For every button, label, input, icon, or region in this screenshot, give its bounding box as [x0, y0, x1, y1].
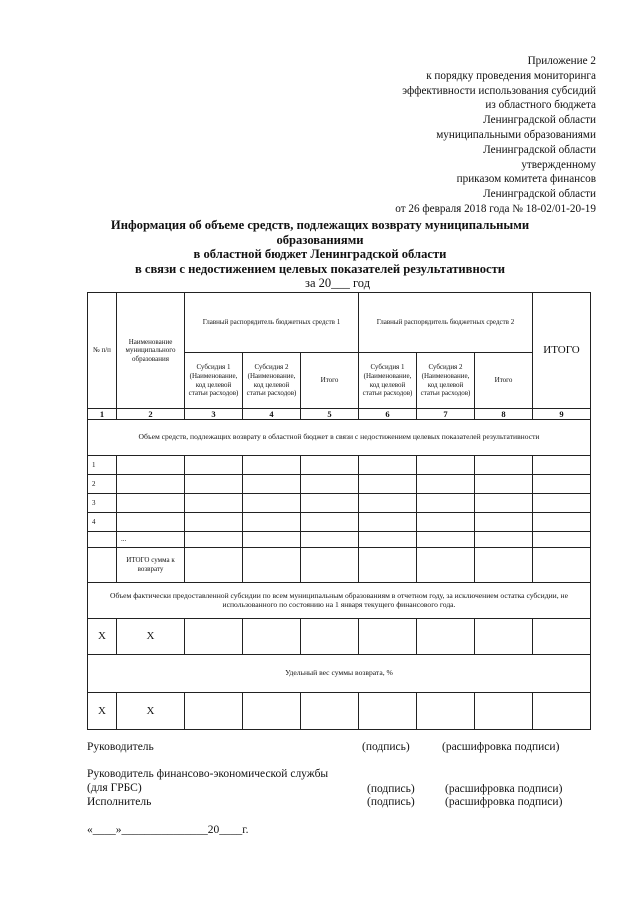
section-return-volume: Объем средств, подлежащих возврату в областной бюджет в связи с недостижением целевых показателей результативности — [88, 420, 591, 456]
signature-podpis: (подпись) — [367, 796, 415, 808]
header-grbs-1: Главный распорядитель бюджетных средств 1 — [185, 293, 359, 353]
appendix-line: утвержденному — [521, 158, 596, 171]
header-grbs-2: Главный распорядитель бюджетных средств 2 — [359, 293, 533, 353]
signature-podpis: (подпись) — [367, 783, 415, 795]
title-line: в связи с недостижением целевых показателей результативности — [134, 261, 506, 276]
report-period: за 20___ год — [305, 276, 371, 290]
x-mark: X — [117, 693, 185, 730]
appendix-line: эффективности использования субсидий — [402, 84, 596, 97]
appendix-line: Ленинградской области — [483, 114, 596, 127]
column-number: 3 — [185, 409, 243, 420]
section-actual-subsidy: Объем фактически предоставленной субсидии по всем муниципальным образованиям в отчетном году, за исключением остатка субсидии, не использованного по состоянию на 1 января текущего финансового года. — [88, 583, 591, 619]
header-subsidy-2: Субсидия 2 (Наименование, код целевой статьи расходов) — [417, 353, 475, 409]
date-line: «____»_______________20____г. — [87, 824, 249, 836]
signature-rasshifrovka: (расшифровка подписи) — [445, 796, 563, 808]
column-number: 1 — [88, 409, 117, 420]
signature-head-label: Руководитель — [87, 741, 154, 753]
header-total: ИТОГО — [533, 293, 591, 409]
header-subsidy-1: Субсидия 1 (Наименование, код целевой статьи расходов) — [359, 353, 417, 409]
row-ellipsis: ... — [117, 532, 185, 548]
row-sum-label: ИТОГО сумма к возврату — [117, 548, 185, 583]
signature-executor-label: Исполнитель — [87, 796, 152, 808]
signature-podpis: (подпись) — [362, 741, 410, 753]
header-itogo: Итого — [301, 353, 359, 409]
column-number: 4 — [243, 409, 301, 420]
appendix-line: приказом комитета финансов — [456, 173, 596, 186]
header-no: № п/п — [88, 293, 117, 409]
title-line: Информация об объеме средств, подлежащих возврату муниципальными — [110, 218, 530, 232]
column-number: 2 — [117, 409, 185, 420]
column-number: 7 — [417, 409, 475, 420]
header-subsidy-2: Субсидия 2 (Наименование, код целевой статьи расходов) — [243, 353, 301, 409]
header-itogo: Итого — [475, 353, 533, 409]
appendix-line: муниципальными образованиями — [436, 128, 596, 141]
row-number: 4 — [88, 513, 117, 532]
row-number: 3 — [88, 494, 117, 513]
row-number: 2 — [88, 475, 117, 494]
title-line: в областной бюджет Ленинградской области — [193, 247, 447, 262]
appendix-line: Ленинградской области — [483, 143, 596, 156]
signature-rasshifrovka: (расшифровка подписи) — [445, 783, 563, 795]
signature-rasshifrovka: (расшифровка подписи) — [442, 741, 560, 753]
signature-fin-head-label: Руководитель финансово-экономической службы — [87, 768, 329, 780]
row-number: 1 — [88, 456, 117, 475]
appendix-line: Приложение 2 — [527, 55, 596, 67]
x-mark: X — [88, 619, 117, 655]
header-subsidy-1: Субсидия 1 (Наименование, код целевой статьи расходов) — [185, 353, 243, 409]
appendix-line: из областного бюджета — [485, 99, 596, 112]
column-number: 8 — [475, 409, 533, 420]
appendix-line: к порядку проведения мониторинга — [426, 69, 596, 82]
document-title — [100, 218, 540, 276]
title-line: образованиями — [276, 232, 364, 247]
appendix-line: Ленинградской области — [483, 188, 596, 201]
appendix-header — [340, 54, 596, 217]
section-share: Удельный вес суммы возврата, % — [88, 655, 591, 693]
column-number: 5 — [301, 409, 359, 420]
appendix-line: от 26 февраля 2018 года № 18-02/01-20-19 — [395, 202, 596, 215]
x-mark: X — [117, 619, 185, 655]
header-municipality: Наименование муниципального образования — [117, 293, 185, 409]
x-mark: X — [88, 693, 117, 730]
report-table — [87, 292, 591, 730]
signature-fin-head-note: (для ГРБС) — [87, 782, 142, 794]
column-number: 9 — [533, 409, 591, 420]
column-number: 6 — [359, 409, 417, 420]
